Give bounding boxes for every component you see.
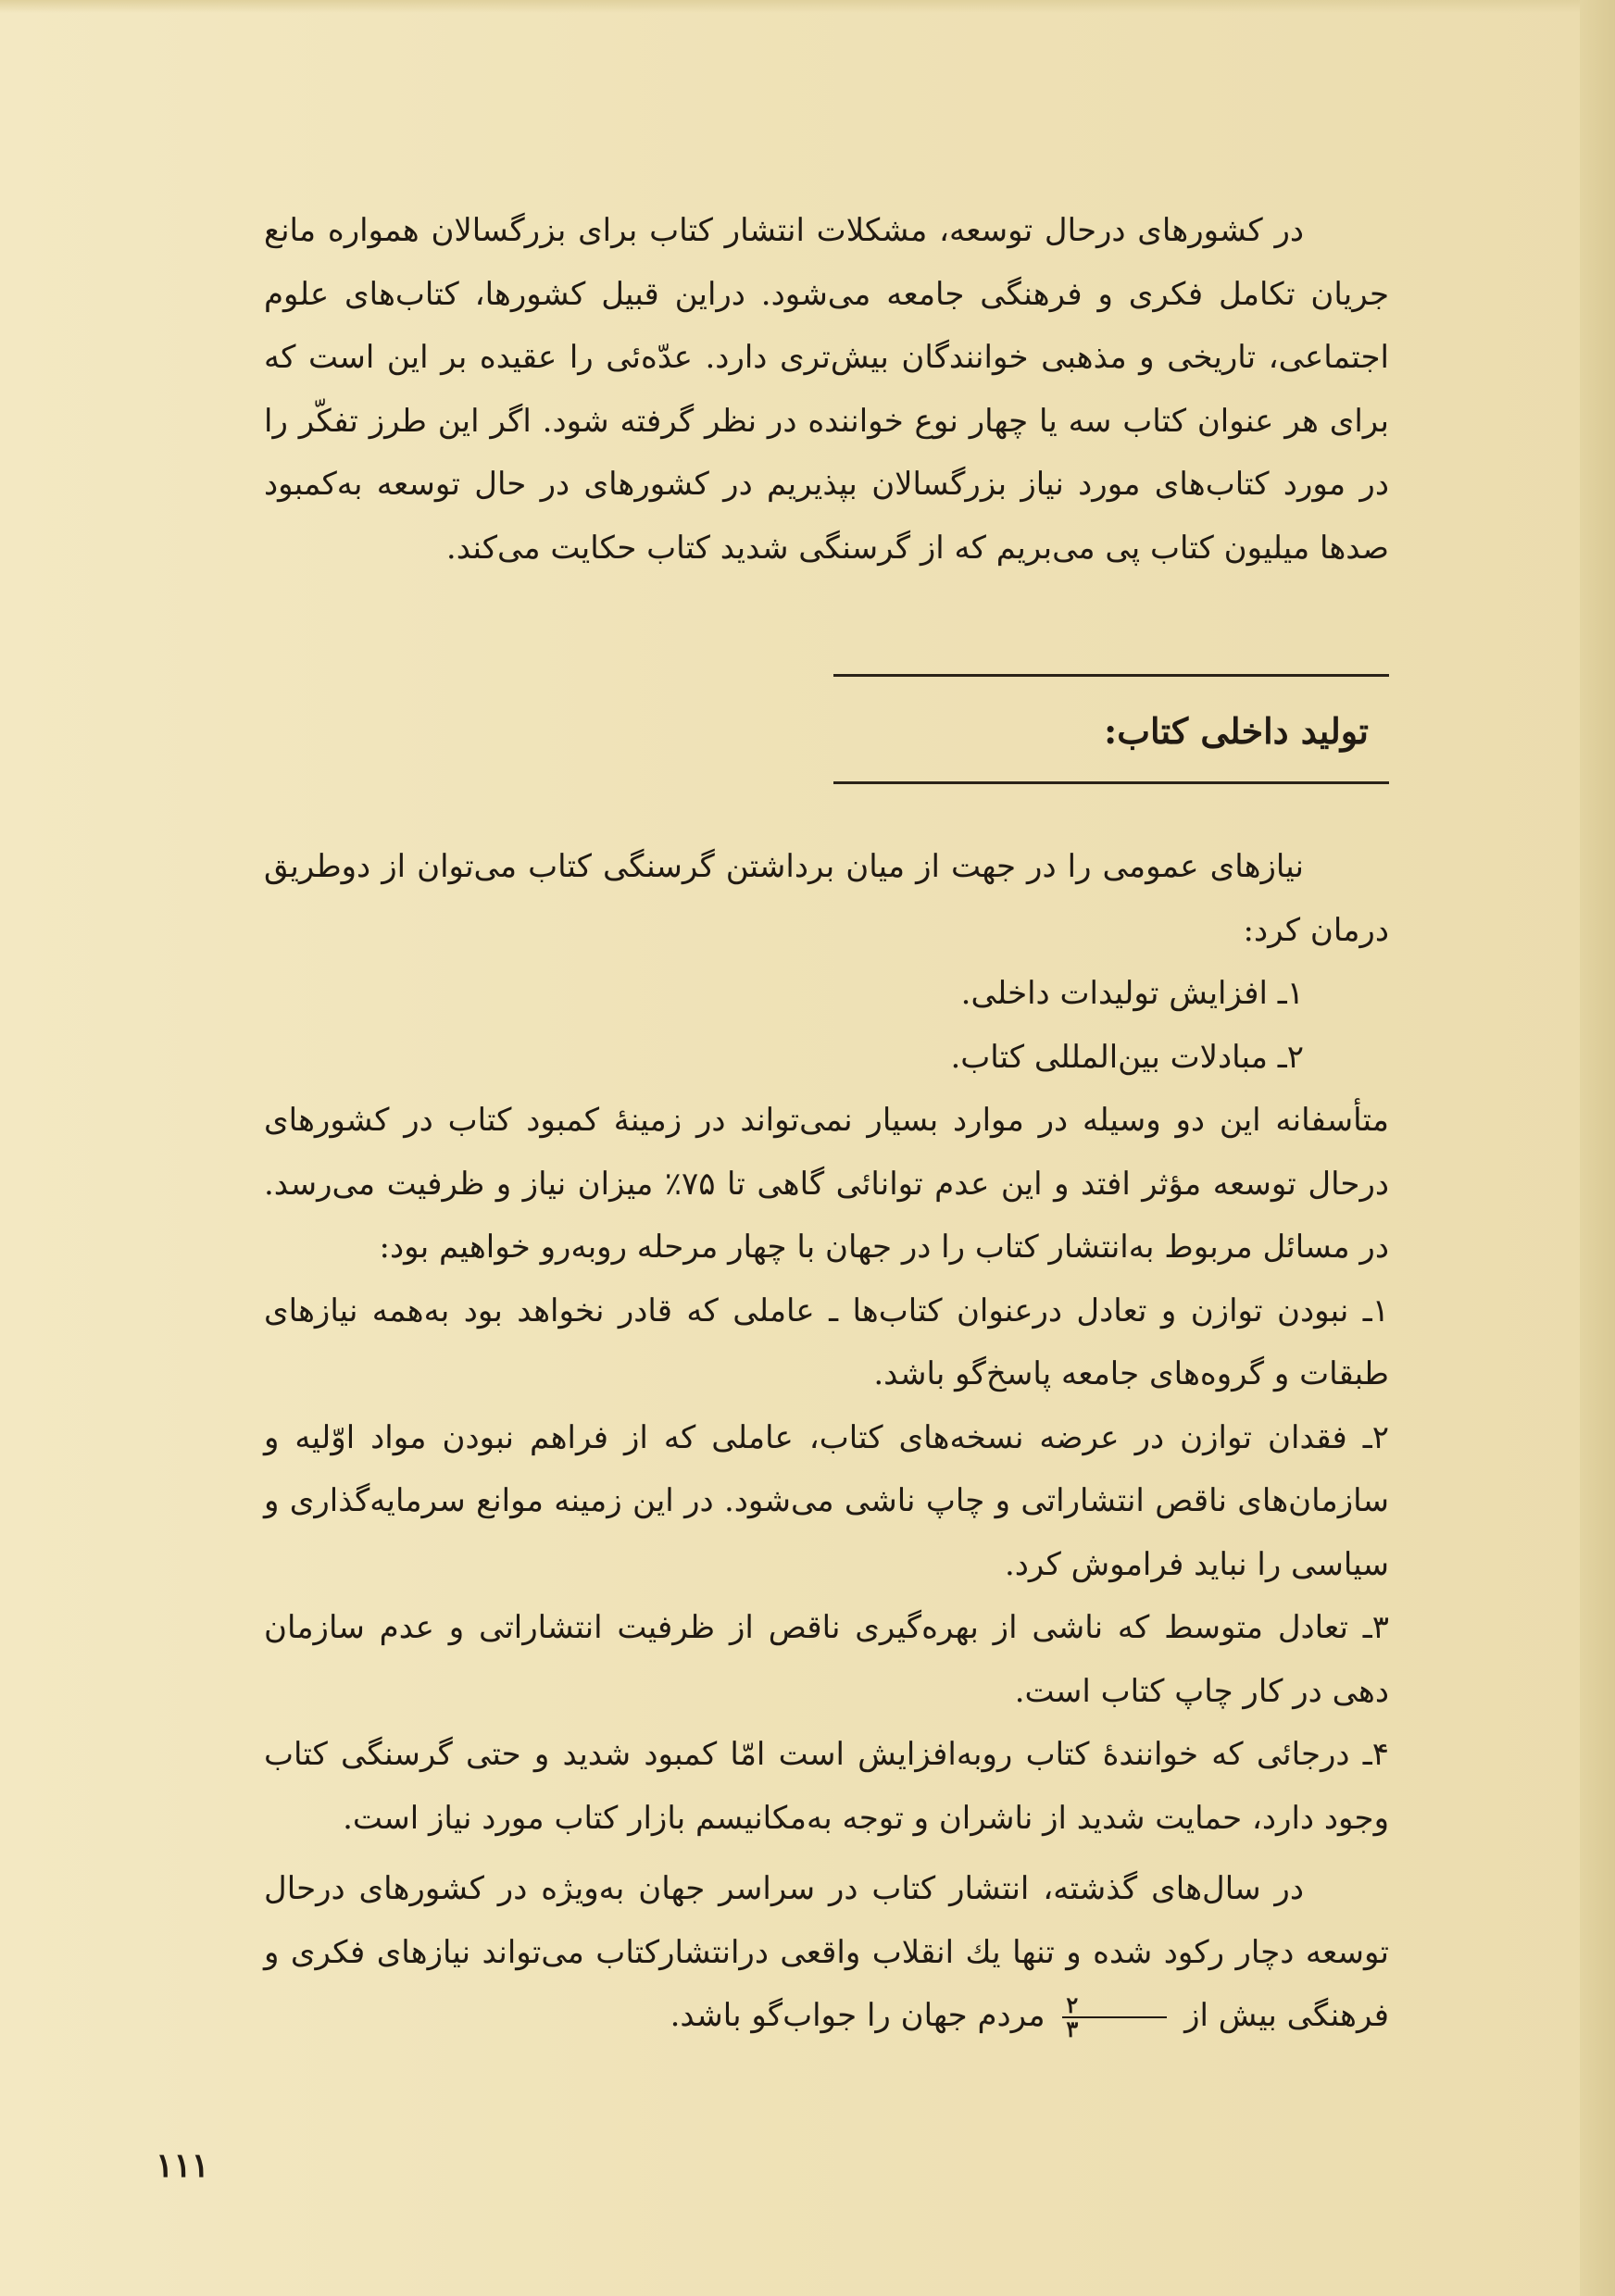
main-text-block	[264, 835, 1389, 2048]
stage-item: ۲ـ فقدان توازن در عرضه نسخه‌های کتاب، عاملی که از فراهم نبودن مواد اوّلیه و سازمان‌های ناقص انتشاراتی و چاپ ناشی می‌شود. در این زمینه موانع سرمایه‌گذاری و سیاسی را نباید فراموش کرد.	[264, 1418, 1389, 1583]
middle-paragraph: متأسفانه این دو وسیله در موارد بسیار نمی‌تواند در زمینهٔ کمبود کتاب در کشورهای درحال توسعه مؤثر افتد و این عدم توانائی گاهی تا ۷۵٪ میزان نیاز و ظرفیت می‌رسد. در مسائل مربوط به‌انتشار کتاب را در جهان با چهار مرحله روبه‌رو خواهیم بود:	[264, 1102, 1390, 1266]
heading-rule-top	[833, 674, 1389, 677]
closing-text-part1: در سال‌های گذشته، انتشار کتاب در سراسر جهان به‌ویژه در کشورهای درحال توسعه دچار رکود شده و تنها یك انقلاب واقعی درانتشارکتاب می‌تواند نیازهای فکری و فرهنگی بیش از	[264, 1870, 1389, 2034]
fraction-denominator: ۳	[1066, 2015, 1079, 2042]
page-top-shadow	[0, 0, 1615, 13]
page-number: ۱۱۱	[156, 2146, 210, 2185]
intro-paragraph: نیازهای عمومی را در جهت از میان برداشتن گرسنگی کتاب می‌توان از دوطریق درمان کرد:	[264, 848, 1389, 949]
method-item: ۱ـ افزایش تولیدات داخلی.	[960, 975, 1304, 1012]
stage-item: ۳ـ تعادل متوسط که ناشی از بهره‌گیری ناقص از ظرفیت انتشاراتی و عدم سازمان دهی در کار چاپ کتاب است.	[264, 1609, 1389, 1710]
stage-item: ۱ـ نبودن توازن و تعادل درعنوان کتاب‌ها ـ عاملی که قادر نخواهد بود به‌همه نیازهای طبقات و گروه‌های جامعه پاسخ‌گو باشد.	[264, 1292, 1389, 1392]
method-item: ۲ـ مبادلات بین‌المللی کتاب.	[950, 1038, 1304, 1076]
two-thirds-fraction	[1062, 1991, 1167, 2042]
heading-rule-bottom	[833, 781, 1389, 784]
closing-text-part2: مردم جهان را جواب‌گو باشد.	[670, 1997, 1045, 2034]
top-paragraph-block	[264, 199, 1389, 580]
page-right-edge	[1580, 0, 1615, 2296]
top-paragraph: در کشورهای درحال توسعه، مشکلات انتشار کتاب برای بزرگسالان همواره مانع جریان تکامل فکری و فرهنگی جامعه می‌شود. دراین قبیل کشورها، کتاب‌های علوم اجتماعی، تاریخی و مذهبی خوانندگان بیش‌تری دارد. عدّه‌ئی را عقیده بر این است که برای هر عنوان کتاب سه یا چهار نوع خواننده در نظر گرفته شود. اگر این طرز تفکّر را در مورد کتاب‌های مورد نیاز بزرگسالان بپذیریم در کشورهای در حال توسعه به‌کمبود صدها میلیون کتاب پی می‌بریم که از گرسنگی شدید کتاب حکایت می‌کند.	[264, 212, 1389, 567]
fraction-numerator: ۲	[1062, 1994, 1167, 2018]
stage-item: ۴ـ درجائی که خوانندهٔ کتاب روبه‌افزایش است امّا کمبود شدید و حتی گرسنگی کتاب وجود دارد، حمایت شدید از ناشران و توجه به‌مکانیسم بازار کتاب مورد نیاز است.	[264, 1736, 1389, 1837]
section-heading: تولید داخلی کتاب:	[1104, 710, 1369, 752]
closing-paragraph	[264, 1857, 1389, 2048]
